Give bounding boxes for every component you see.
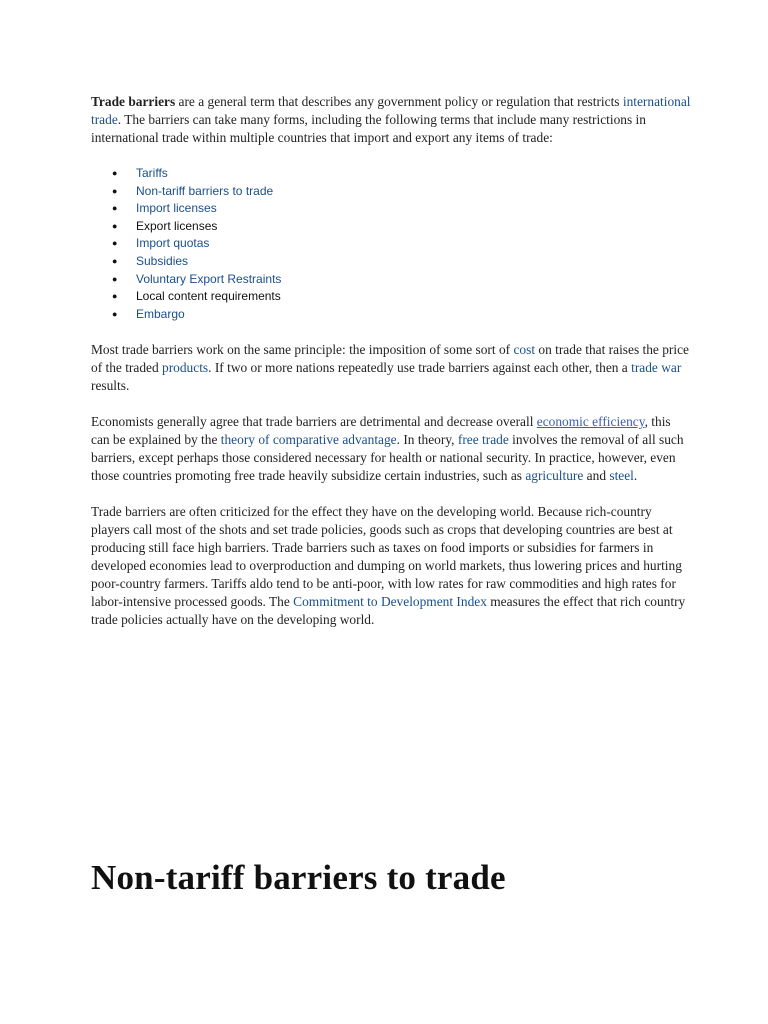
link-commitment-to-development-index[interactable]: Commitment to Development Index	[293, 594, 487, 610]
section-heading: Non-tariff barriers to trade	[91, 858, 506, 897]
list-item-label[interactable]: Import licenses	[136, 201, 217, 216]
economists-paragraph: Economists generally agree that trade barriers are detrimental and decrease overall economic efficiency, this can be explained by the theory of comparative advantage. In theory, free trade involves the removal of all such barriers, except perhaps those considered necessary for health or national security. In practice, however, even those countries promoting free trade heavily subsidize certain industries, such as agriculture and steel.	[91, 414, 684, 484]
link-international-trade[interactable]: international trade	[91, 94, 691, 127]
list-item[interactable]	[112, 235, 691, 253]
list-item[interactable]	[112, 200, 691, 218]
intro-paragraph: Trade barriers are a general term that describes any government policy or regulation that restricts international trade. The barriers can take many forms, including the following terms that include many restrictions in international trade within multiple countries that import and export any items of trade:	[91, 94, 691, 145]
list-item-label[interactable]: Non-tariff barriers to trade	[136, 183, 274, 198]
article-body	[91, 93, 691, 629]
list-item	[112, 288, 691, 306]
bullet-icon: ●	[112, 168, 118, 178]
link-economic-efficiency[interactable]: economic efficiency	[536, 414, 645, 430]
link-free-trade[interactable]: free trade	[457, 432, 509, 448]
list-item	[112, 218, 691, 236]
list-item[interactable]	[112, 183, 691, 201]
principle-paragraph: Most trade barriers work on the same principle: the imposition of some sort of cost on trade that raises the price of the traded products. If two or more nations repeatedly use trade barriers against each other, then a trade war results.	[91, 342, 689, 394]
list-item-label[interactable]: Subsidies	[136, 253, 189, 268]
list-item[interactable]	[112, 253, 691, 271]
list-item[interactable]	[112, 306, 691, 324]
bullet-icon: ●	[112, 308, 118, 319]
bullet-icon: ●	[112, 273, 118, 284]
list-item-label: Export licenses	[136, 218, 218, 233]
bullet-icon: ●	[112, 203, 118, 214]
bullet-icon: ●	[112, 185, 118, 196]
list-item-label[interactable]: Import quotas	[136, 236, 210, 251]
link-cost[interactable]: cost	[513, 342, 536, 358]
list-item-label[interactable]: Tariffs	[136, 166, 168, 180]
term-trade-barriers: Trade barriers	[91, 94, 176, 109]
list-item-label[interactable]: Embargo	[136, 306, 185, 321]
list-item-label[interactable]: Voluntary Export Restraints	[136, 271, 282, 286]
bullet-icon: ●	[112, 220, 118, 231]
list-item[interactable]	[112, 271, 691, 289]
criticism-paragraph: Trade barriers are often criticized for the effect they have on the developing world. Because rich-country players call most of the shots and set trade policies, goods such as crops that developing countries are best at producing still face high barriers. Trade barriers such as taxes on food imports or subsidies for farmers in developed economies lead to overproduction and dumping on world markets, thus lowering prices and hurting poor-country farmers. Tariffs aldo tend to be anti-poor, with low rates for raw commodities and high rates for labor-intensive processed goods. The Commitment to Development Index measures the effect that rich country trade policies actually have on the developing world.	[91, 504, 686, 628]
barrier-types-list	[91, 165, 691, 323]
bullet-icon: ●	[112, 238, 118, 249]
link-products[interactable]: products	[162, 360, 209, 376]
link-trade-war[interactable]: trade war	[631, 360, 682, 376]
link-steel[interactable]: steel	[609, 468, 634, 484]
bullet-icon: ●	[112, 291, 118, 302]
link-agriculture[interactable]: agriculture	[525, 468, 584, 484]
link-comparative-advantage[interactable]: theory of comparative advantage	[220, 432, 397, 448]
list-item-label: Local content requirements	[136, 289, 281, 304]
list-item[interactable]	[112, 165, 691, 183]
bullet-icon: ●	[112, 255, 118, 266]
